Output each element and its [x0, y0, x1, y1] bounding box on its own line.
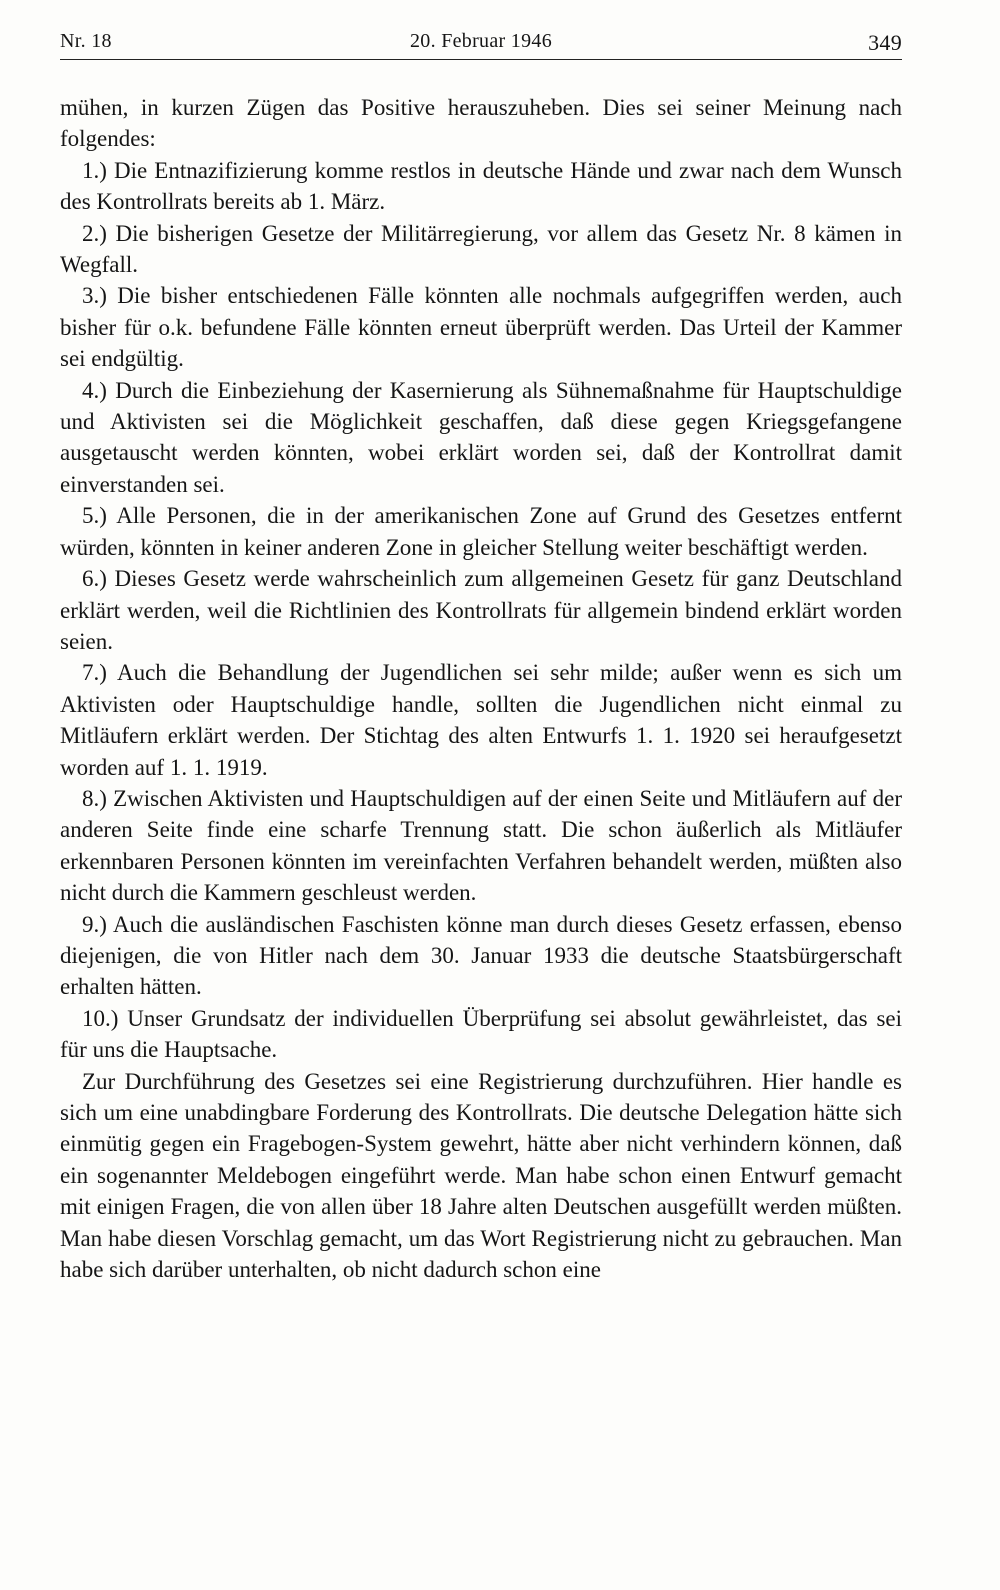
- list-item-2: 2.) Die bisherigen Gesetze der Militärregierung, vor allem das Gesetz Nr. 8 kämen in Wegfall.: [60, 220, 902, 278]
- paragraph-continuation: mühen, in kurzen Zügen das Positive herauszuheben. Dies sei seiner Meinung nach folgendes:: [60, 95, 902, 152]
- list-item-3: 3.) Die bisher entschiedenen Fälle könnten alle nochmals aufgegriffen werden, auch bisher für o.k. befundene Fälle könnten erneut überprüft werden. Das Urteil der Kammer sei endgültig.: [60, 283, 902, 372]
- list-item-1: 1.) Die Entnazifizierung komme restlos in deutsche Hände und zwar nach dem Wunsch des Kontrollrats bereits ab 1. März.: [60, 157, 902, 215]
- document-page: [60, 0, 902, 1590]
- body-text: [60, 92, 902, 1285]
- list-item-7: 7.) Auch die Behandlung der Jugendlichen sei sehr milde; außer wenn es sich um Aktivisten oder Hauptschuldige handle, sollten die Jugendlichen nicht einmal zu Mitläufern erklärt werden. Der Stichtag des alten Entwurfs 1. 1. 1920 sei heraufgesetzt worden auf 1. 1. 1919.: [60, 660, 902, 780]
- issue-number: Nr. 18: [60, 30, 112, 52]
- page-number: 349: [868, 30, 902, 55]
- header-date: 20. Februar 1946: [410, 30, 552, 52]
- header-rule: [60, 59, 902, 60]
- paragraph-registration: Zur Durchführung des Gesetzes sei eine Registrierung durchzuführen. Hier handle es sich um eine unabdingbare Forderung des Kontrollrats. Die deutsche Delegation hätte sich einmütig gegen ein Fragebogen-System gewehrt, hätte aber nicht verhindern können, daß ein sogenannter Meldebogen eingeführt werde. Man habe schon einen Entwurf gemacht mit einigen Fragen, die von allen über 18 Jahre alten Deutschen ausgefüllt werden müßten. Man habe diesen Vorschlag gemacht, um das Wort Registrierung nicht zu gebrauchen. Man habe sich darüber unterhalten, ob nicht dadurch schon eine: [60, 1068, 902, 1283]
- list-item-10: 10.) Unser Grundsatz der individuellen Überprüfung sei absolut gewährleistet, das sei für uns die Hauptsache.: [60, 1005, 902, 1063]
- list-item-5: 5.) Alle Personen, die in der amerikanischen Zone auf Grund des Gesetzes entfernt würden, könnten in keiner anderen Zone in gleicher Stellung weiter beschäftigt werden.: [60, 503, 902, 560]
- list-item-9: 9.) Auch die ausländischen Faschisten könne man durch dieses Gesetz erfassen, ebenso diejenigen, die von Hitler nach dem 30. Januar 1933 die deutsche Staatsbürgerschaft erhalten hätten.: [60, 911, 902, 1000]
- list-item-6: 6.) Dieses Gesetz werde wahrscheinlich zum allgemeinen Gesetz für ganz Deutschland erklärt werden, weil die Richtlinien des Kontrollrats für allgemein bindend erklärt worden seien.: [60, 566, 902, 654]
- running-header: [60, 30, 902, 60]
- list-item-4: 4.) Durch die Einbeziehung der Kasernierung als Sühnemaßnahme für Hauptschuldige und Aktivisten sei die Möglichkeit geschaffen, daß diese gegen Kriegsgefangene ausgetauscht werden könnten, wobei erklärt worden sei, daß der Kontrollrat damit einverstanden sei.: [60, 377, 902, 497]
- list-item-8: 8.) Zwischen Aktivisten und Hauptschuldigen auf der einen Seite und Mitläufern auf der anderen Seite finde eine scharfe Trennung statt. Die schon äußerlich als Mitläufer erkennbaren Personen könnten im vereinfachten Verfahren behandelt werden, müßten also nicht durch die Kammern geschleust werden.: [60, 785, 902, 906]
